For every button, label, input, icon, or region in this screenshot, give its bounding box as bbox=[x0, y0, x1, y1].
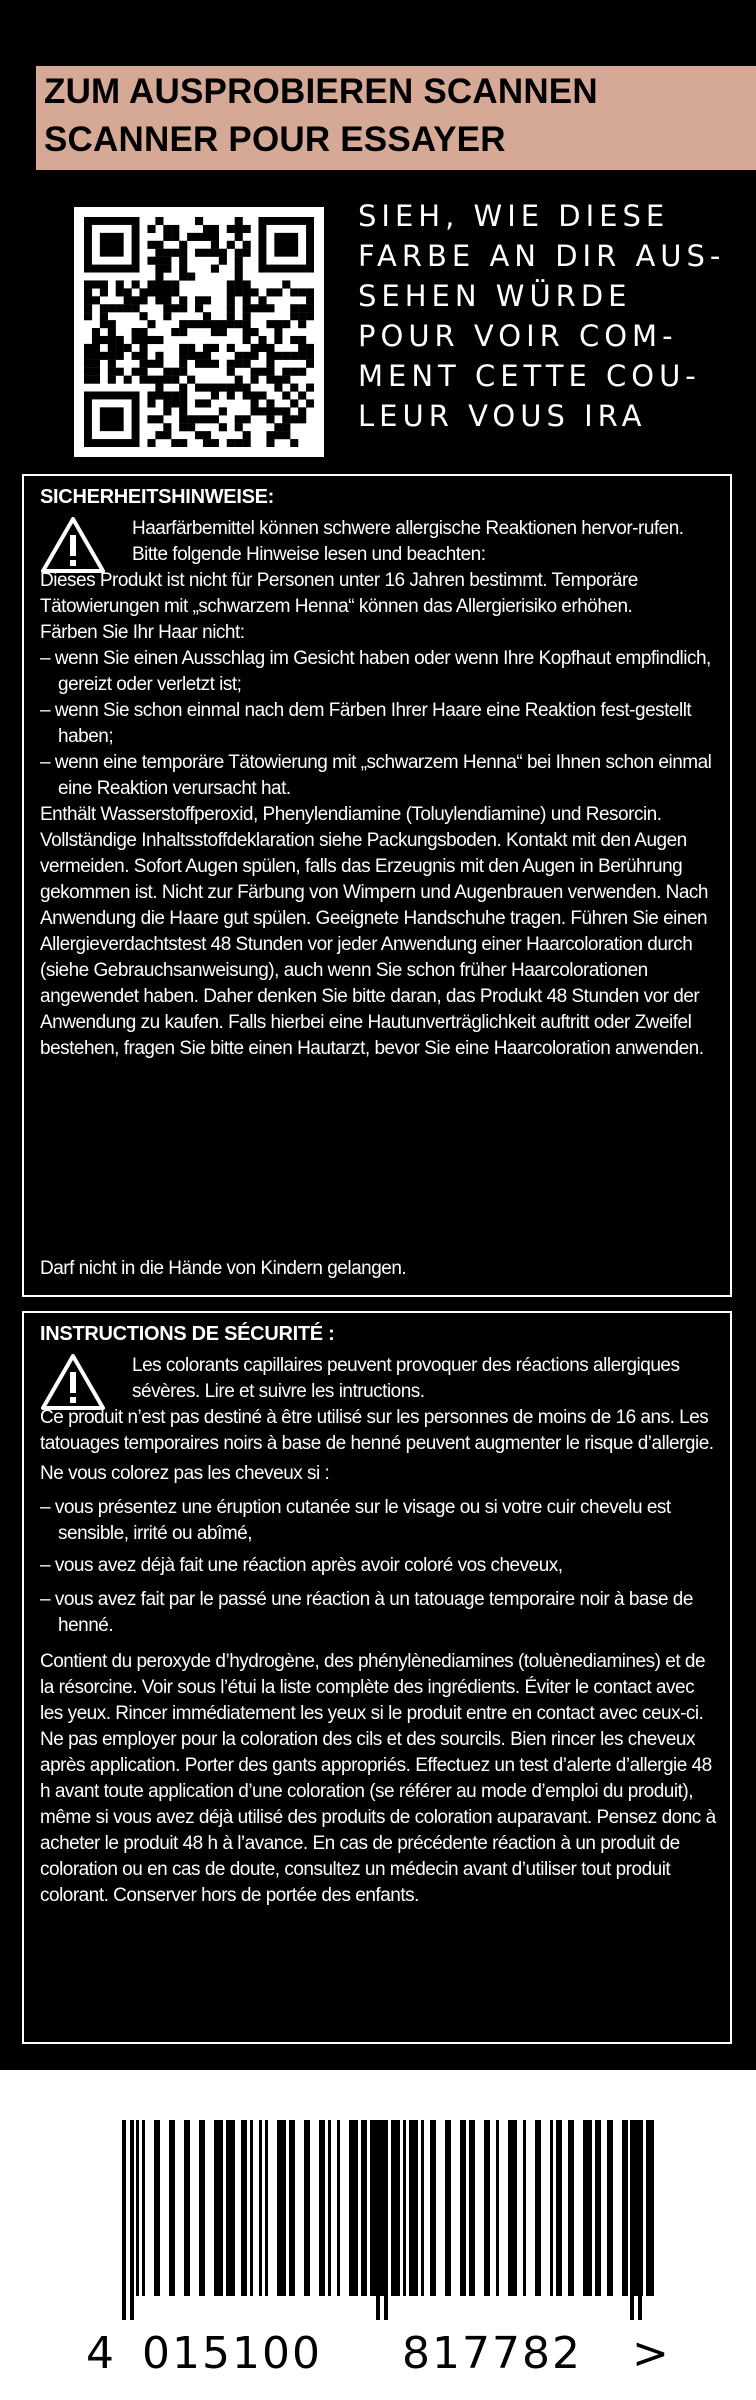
barcode-group-left: 015100 bbox=[142, 2328, 322, 2379]
promo-line: POUR VOIR COM- bbox=[358, 319, 678, 353]
keep-from-children-de: Darf nicht in die Hände von Kindern gelangen. bbox=[40, 1258, 407, 1279]
age-restriction-fr: Ce produit n’est pas destiné à être utilisé sur les personnes de moins de 16 ans. Les tatouages temporaires noirs à base de henné peuvent augmenter le risque d’allergie. bbox=[40, 1407, 714, 1454]
promo-line: SIEH, WIE DIESE bbox=[358, 199, 670, 233]
list-item: – wenn Sie einen Ausschlag im Gesicht haben oder wenn Ihre Kopfhaut empfindlich, gereizt oder verletzt ist; bbox=[40, 648, 711, 695]
barcode-first-digit: 4 bbox=[86, 2328, 116, 2379]
promo-line: FARBE AN DIR AUS- bbox=[358, 239, 726, 273]
do-not-dye-de: Färben Sie Ihr Haar nicht: bbox=[40, 622, 245, 643]
warning-triangle-icon bbox=[40, 1353, 106, 1411]
safety-warnings-fr bbox=[22, 1311, 732, 2044]
try-on-promo bbox=[358, 196, 726, 436]
allergy-intro-de: Haarfärbemittel können schwere allergische Reaktionen hervor-rufen. Bitte folgende Hinweise lesen und beachten: bbox=[132, 518, 684, 565]
list-item: – wenn Sie schon einmal nach dem Färben Ihrer Haare eine Reaktion fest-gestellt haben; bbox=[40, 700, 692, 747]
safety-heading-de: SICHERHEITSHINWEISE: bbox=[40, 486, 275, 508]
warning-triangle-icon bbox=[40, 516, 106, 574]
ingredients-instructions-fr: Contient du peroxyde d’hydrogène, des phénylènediamines (toluènediamines) et de la résorcine. Voir sous l’étui la liste complète des ingrédients. Éviter le contact avec les yeux. Rincer immédiatement les yeux si le produit entre en contact avec ceux-ci. Ne pas employer pour la coloration des cils et des sourcils. Bien rincer les cheveux après application. Porter des gants appropriés. Effectuez un test d’alerte d’allergie 48 h avant toute application d’une coloration (se référer au mode d’emploi du produit), même si vous avez déjà utilisé des produits de coloration auparavant. Pensez donc à acheter le produit 48 h à l’avance. En cas de précédente réaction à un produit de coloration ou en cas de doute, consultez un médecin avant d’utiliser tout produit colorant. Conserver hors de portée des enfants. bbox=[40, 1651, 716, 1906]
safety-heading-fr: INSTRUCTIONS DE SÉCURITÉ : bbox=[40, 1323, 335, 1345]
promo-line: MENT CETTE COU- bbox=[358, 359, 701, 393]
list-item: – wenn eine temporäre Tätowierung mit „schwarzem Henna“ bei Ihnen schon einmal eine Reaktion verursacht hat. bbox=[40, 752, 712, 799]
safety-warnings-de bbox=[22, 474, 732, 1297]
list-item: – vous présentez une éruption cutanée sur le visage ou si votre cuir chevelu est sensible, irrité ou abîmé, bbox=[40, 1497, 671, 1544]
banner-title-fr: SCANNER POUR ESSAYER bbox=[44, 120, 506, 159]
barcode-end-mark: > bbox=[632, 2328, 671, 2379]
banner-title-de: ZUM AUSPROBIEREN SCANNEN bbox=[44, 72, 598, 111]
barcode-group-right: 817782 bbox=[402, 2328, 582, 2379]
promo-line: SEHEN WÜRDE bbox=[358, 279, 632, 313]
allergy-intro-fr: Les colorants capillaires peuvent provoquer des réactions allergiques sévères. Lire et suivre les intructions. bbox=[132, 1355, 680, 1402]
list-item: – vous avez déjà fait une réaction après avoir coloré vos cheveux, bbox=[40, 1555, 563, 1576]
list-item: – vous avez fait par le passé une réaction à un tatouage temporaire noir à base de henné. bbox=[40, 1589, 693, 1636]
age-restriction-de: Dieses Produkt ist nicht für Personen unter 16 Jahren bestimmt. Temporäre Tätowierungen mit „schwarzem Henna“ können das Allergierisiko erhöhen. bbox=[40, 570, 638, 617]
ingredients-instructions-de: Enthält Wasserstoffperoxid, Phenylendiamine (Toluylendiamine) und Resorcin. Vollständige Inhaltsstoffdeklaration siehe Packungsboden. Kontakt mit den Augen vermeiden. Sofort Augen spülen, falls das Erzeugnis mit den Augen in Berührung gekommen ist. Nicht zur Färbung von Wimpern und Augenbrauen verwenden. Nach Anwendung die Haare gut spülen. Geeignete Handschuhe tragen. Führen Sie einen Allergieverdachtstest 48 Stunden vor jeder Anwendung einer Haarcoloration durch (siehe Gebrauchsanweisung), auch wenn Sie schon früher Haarcolorationen angewendet haben. Daher denken Sie bitte daran, das Produkt 48 Stunden vor der Anwendung zu kaufen. Falls hierbei eine Hautunverträglichkeit auftritt oder Zweifel bestehen, fragen Sie bitte einen Hautarzt, bevor Sie eine Haarcoloration anwenden. bbox=[40, 804, 708, 1059]
promo-line: LEUR VOUS IRA bbox=[358, 399, 647, 433]
do-not-dye-fr: Ne vous colorez pas les cheveux si : bbox=[40, 1463, 330, 1484]
barcode-icon bbox=[114, 2120, 654, 2320]
qr-code-icon bbox=[84, 217, 314, 447]
qr-code[interactable] bbox=[74, 207, 324, 457]
